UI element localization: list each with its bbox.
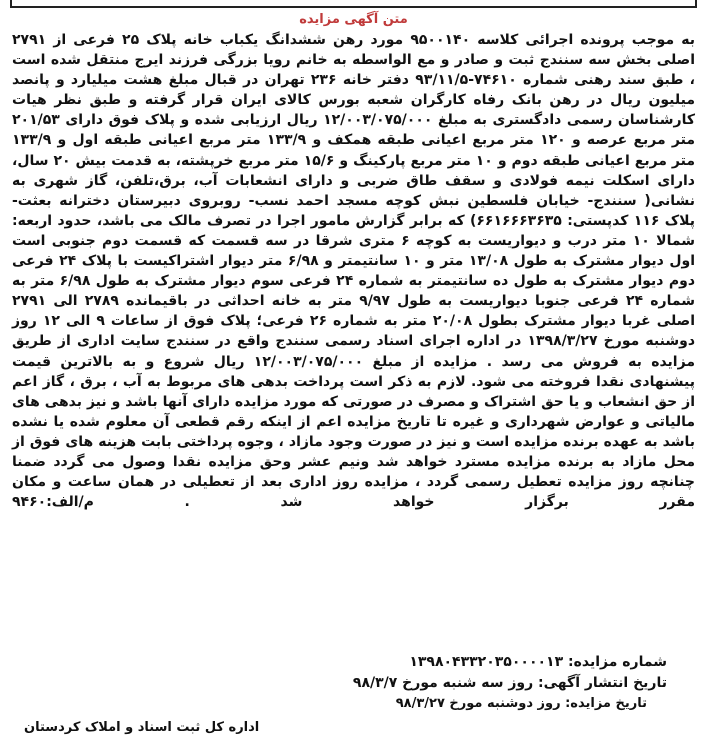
auction-date: تاریخ مزایده: روز دوشنبه مورخ ۹۸/۳/۲۷ bbox=[395, 696, 647, 711]
notice-body bbox=[12, 30, 695, 512]
notice-paragraph: به موجب پرونده اجرائی کلاسه ۹۵۰۰۱۴۰ مورد رهن ششدانگ یکباب خانه پلاک ۲۵ فرعی از ۲۷۹۱ اصلی بخش سه سنندج ثبت و صادر و مع الواسطه به خانم رویا بزرگی فرزند ایرج منتقل شده است ، طبق سند رهنی شماره ۷۴۶۱۰-۹۳/۱۱/۵ دفتر خانه ۲۳۶ تهران در قبال مبلغ هشت میلیارد و پانصد میلیون ریال در رهن بانک رفاه کارگران شعبه بورس کالای ایران قرار گرفته و طبق نظر هیات کارشناسان رسمی دادگستری به مبلغ ۱۲/۰۰۳/۰۷۵/۰۰۰ ریال ارزیابی شده و پلاک فوق دارای ۲۰۱/۵۳ متر مربع عرصه و ۱۲۰ متر مربع اعیانی طبقه همکف و ۱۳۳/۹ متر مربع اعیانی طبقه اول و ۱۳۳/۹ متر مربع اعیانی طبقه دوم و ۱۰ متر مربع پارکینگ و ۱۵/۶ متر مربع خرپشته، به قدمت بیش ۲۰ سال، دارای اسکلت نیمه فولادی و سقف طاق ضربی و دارای انشعابات آب، برق،تلفن، گاز شهری به نشانی( سنندج- خیابان فلسطین نبش کوچه مسجد احمد نسب- روبروی دبیرستان دخترانه بعثت- پلاک ۱۱۶ کدپستی: ۶۶۱۶۶۶۳۶۳۵) که برابر گزارش مامور اجرا در تصرف مالک می باشد، حدود اربعه: شمالا ۱۰ متر درب و دیواریست به کوچه ۶ متری شرقا در سه قسمت که قسمت دوم جنوبی است اول دیوار مشترک به طول ۱۳/۰۸ متر و ۱۰ سانتیمتر و ۶/۹۸ متر دیوار اشتراکیست با پلاک ۲۴ فرعی دوم دیوار مشترک به طول ده سانتیمتر به شماره ۲۴ فرعی سوم دیوار مشترک به طول ۶/۹۸ متر به شماره ۲۴ فرعی جنوبا دیواریست به طول ۹/۹۷ متر به خانه احداثی در باقیمانده ۲۷۸۹ الی ۲۷۹۱ اصلی غربا دیوار مشترک بطول ۲۰/۰۸ متر به شماره ۲۶ فرعی؛ پلاک فوق از ساعات ۹ الی ۱۲ روز دوشنبه مورخ ۱۳۹۸/۳/۲۷ در اداره اجرای اسناد رسمی سنندج واقع در سنندج سایت اداری از طریق مزایده به فروش می رسد . مزایده از مبلغ ۱۲/۰۰۳/۰۷۵/۰۰۰ ریال شروع و به بالاترین قیمت پیشنهادی نقدا فروخته می شود. لازم به ذکر است پرداخت بدهی های مربوط به آب ، برق ، گاز اعم از حق انشعاب و یا حق اشتراک و مصرف در صورتی که مورد مزایده دارای آنها باشد و نیز بدهی های مالیاتی و عوارض شهرداری و غیره تا تاریخ مزایده اعم از اینکه رقم قطعی آن معلوم شده یا نشده باشد به عهده برنده مزایده است و نیز در صورت وجود مازاد ، وجوه پرداختی بابت هزینه های فوق از محل مازاد به برنده مزایده مسترد خواهد شد ونیم عشر وحق مزایده نقدا وصول می گردد ضمنا چنانچه روز مزایده تعطیل رسمی گردد ، مزایده روز اداری بعد از تعطیلی در همان ساعت و مکان مقرر برگزار خواهد شد . م/الف:۹۴۶۰ bbox=[12, 32, 696, 511]
notice-title: متن آگهی مزایده bbox=[299, 12, 408, 27]
issuer-signature: اداره کل ثبت اسناد و املاک کردستان bbox=[24, 720, 260, 735]
auction-number: شماره مزایده: ۱۳۹۸۰۴۳۳۲۰۳۵۰۰۰۰۱۳ bbox=[409, 654, 667, 670]
top-border bbox=[10, 0, 697, 8]
publish-date: تاریخ انتشار آگهی: روز سه شنبه مورخ ۹۸/۳/۷ bbox=[352, 675, 667, 691]
